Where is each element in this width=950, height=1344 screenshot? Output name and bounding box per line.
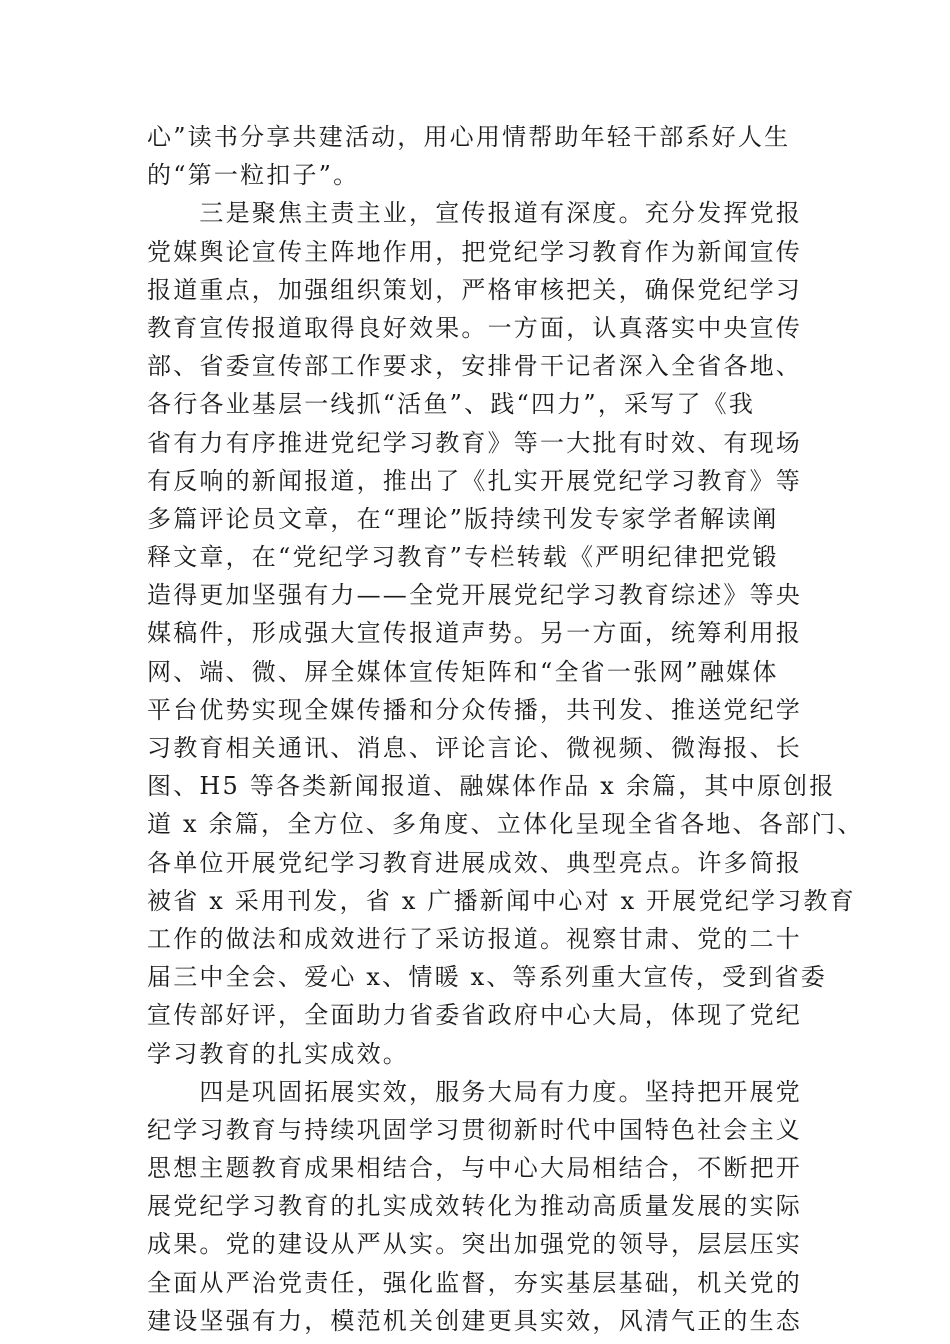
text-line: 党媒舆论宣传主阵地作用，把党纪学习教育作为新闻宣传: [147, 237, 802, 266]
text-line: 届三中全会、爱心 x、情暖 x、等系列重大宣传，受到省委: [147, 963, 827, 992]
text-line: 全面从严治党责任，强化监督，夯实基层基础，机关党的: [147, 1268, 802, 1297]
text-line: 思想主题教育成果相结合，与中心大局相结合，不断把开: [147, 1154, 802, 1183]
paragraph-start-line: 三是聚焦主责主业，宣传报道有深度。充分发挥党报: [147, 199, 802, 228]
text-line: 多篇评论员文章，在“理论”版持续刊发专家学者解读阐: [147, 504, 779, 533]
text-line: 各行各业基层一线抓“活鱼”、践“四力”，采写了《我: [147, 390, 756, 419]
text-line: 造得更加坚强有力——全党开展党纪学习教育综述》等央: [147, 581, 802, 610]
paragraph-start-line: 四是巩固拓展实效，服务大局有力度。坚持把开展党: [147, 1077, 802, 1106]
text-line: 道 x 余篇，全方位、多角度、立体化呈现全省各地、各部门、: [147, 810, 864, 839]
text-line: 成果。党的建设从严从实。突出加强党的领导，层层压实: [147, 1230, 802, 1259]
text-line: 报道重点，加强组织策划，严格审核把关，确保党纪学习: [147, 275, 802, 304]
text-line: 教育宣传报道取得良好效果。一方面，认真落实中央宣传: [147, 313, 802, 342]
body-text: [147, 118, 864, 1340]
text-line: 建设坚强有力，模范机关创建更具实效，风清气正的生态: [147, 1306, 802, 1335]
text-line: 有反响的新闻报道，推出了《扎实开展党纪学习教育》等: [147, 466, 802, 495]
text-line: 的“第一粒扣子”。: [147, 161, 360, 190]
text-line: 省有力有序推进党纪学习教育》等一大批有时效、有现场: [147, 428, 802, 457]
text-line: 被省 x 采用刊发，省 x 广播新闻中心对 x 开展党纪学习教育: [147, 886, 856, 915]
text-line: 纪学习教育与持续巩固学习贯彻新时代中国特色社会主义: [147, 1115, 802, 1144]
text-line: 释文章，在“党纪学习教育”专栏转载《严明纪律把党锻: [147, 543, 779, 572]
text-line: 习教育相关通讯、消息、评论言论、微视频、微海报、长: [147, 734, 802, 762]
text-line: 心”读书分享共建活动，用心用情帮助年轻干部系好人生: [147, 123, 791, 151]
text-line: 学习教育的扎实成效。: [147, 1039, 409, 1068]
text-line: 各单位开展党纪学习教育进展成效、典型亮点。许多简报: [147, 848, 802, 877]
text-line: 展党纪学习教育的扎实成效转化为推动高质量发展的实际: [147, 1192, 802, 1221]
text-line: 部、省委宣传部工作要求，安排骨干记者深入全省各地、: [147, 352, 802, 381]
text-line: 媒稿件，形成强大宣传报道声势。另一方面，统筹利用报: [147, 619, 802, 648]
text-line: 平台优势实现全媒传播和分众传播，共刊发、推送党纪学: [147, 695, 802, 724]
text-line: 工作的做法和成效进行了采访报道。视察甘肃、党的二十: [147, 924, 802, 953]
text-line: 网、端、微、屏全媒体宣传矩阵和“全省一张网”融媒体: [147, 657, 779, 686]
text-line: 图、H5 等各类新闻报道、融媒体作品 x 余篇，其中原创报: [147, 772, 836, 801]
text-line: 宣传部好评，全面助力省委省政府中心大局，体现了党纪: [147, 1001, 802, 1030]
